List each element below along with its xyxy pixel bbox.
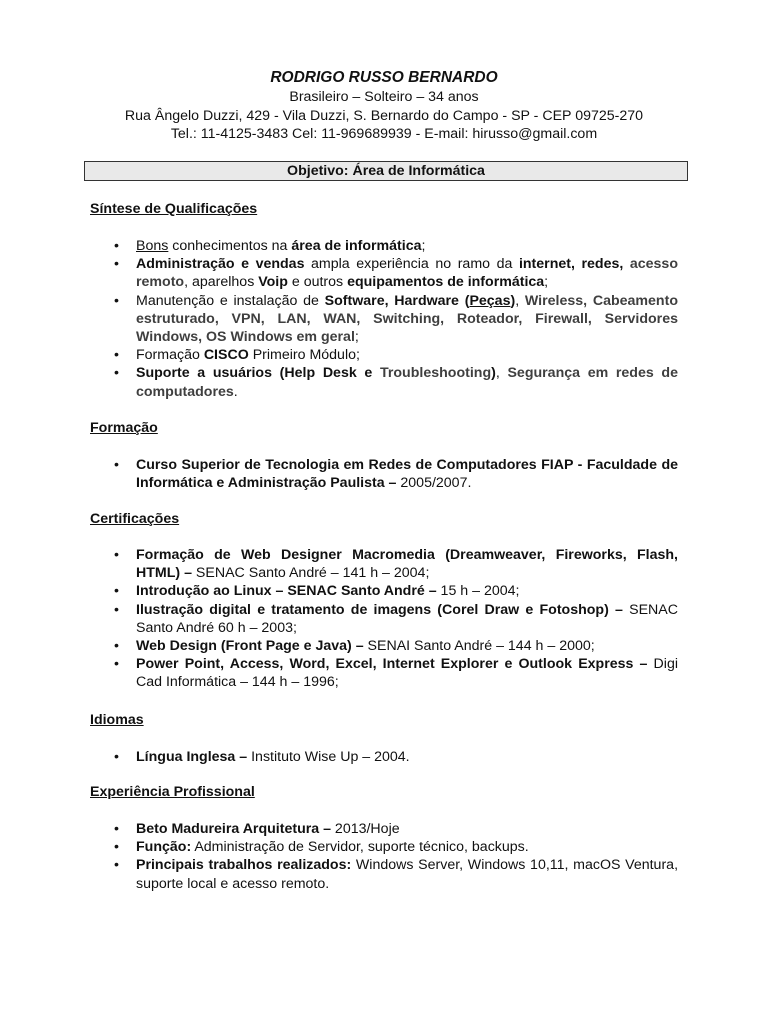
text-run: Ilustração digital e tratamento de imagens (Corel Draw e Fotoshop) – <box>136 601 623 618</box>
text-run: Peças <box>469 292 511 309</box>
text-run: Função: <box>136 839 192 856</box>
text-run: ampla experiência no ramo da <box>304 256 519 273</box>
text-run: Curso Superior de Tecnologia em Redes de Computadores FIAP - Faculdade de Informática e Administração Paulista – <box>136 457 678 492</box>
text-run: ) <box>491 365 496 382</box>
text-run: , aparelhos <box>184 274 259 291</box>
text-run: Administração e vendas <box>136 256 305 273</box>
list-item <box>114 820 678 838</box>
text-run: Formação <box>136 347 204 364</box>
text-run: ; <box>421 238 426 254</box>
text-run: Suporte a usuários (Help Desk e <box>136 365 380 382</box>
text-run: Bons <box>136 238 169 254</box>
candidate-name: RODRIGO RUSSO BERNARDO <box>270 69 498 86</box>
text-run: Digi Cad Informática – 144 h – 1996; <box>136 656 678 691</box>
text-run: CISCO <box>203 347 249 364</box>
list-item <box>114 838 678 856</box>
text-run: Voip <box>258 274 288 291</box>
education-list <box>114 456 678 492</box>
languages-list <box>114 748 678 766</box>
text-run: Power Point, Access, Word, Excel, Internet Explorer e Outlook Express – <box>136 656 648 673</box>
section-title-certifications: Certificações <box>90 511 180 527</box>
text-run: . <box>233 383 238 400</box>
text-run: , <box>515 292 525 309</box>
list-item <box>114 856 678 892</box>
list-item <box>114 637 678 655</box>
text-run: Formação de Web Designer Macromedia (Dreamweaver, Fireworks, Flash, HTML) – <box>136 547 678 582</box>
text-run: área de informática <box>291 238 422 254</box>
text-run: ; <box>354 329 359 346</box>
resume-header <box>0 68 768 144</box>
list-item <box>114 748 678 766</box>
text-run: Principais trabalhos realizados: <box>136 857 352 874</box>
text-run: ) <box>510 292 516 309</box>
list-item <box>114 582 678 600</box>
text-run: Manutenção e instalação de <box>136 292 325 309</box>
text-run: SENAC Santo André – 141 h – 2004; <box>191 565 430 582</box>
personal-info: Brasileiro – Solteiro – 34 anos <box>289 89 479 105</box>
text-run: 2013/Hoje <box>330 821 400 837</box>
list-item <box>114 346 678 364</box>
text-run: Segurança em redes de computadores <box>136 365 678 400</box>
text-run: SENAI Santo André – 144 h – 2000; <box>363 638 595 655</box>
text-run: SENAC Santo André 60 h – 2003; <box>136 601 679 636</box>
text-run: Windows Server, Windows 10,11, macOS Ventura, suporte local e acesso remoto. <box>136 857 679 892</box>
text-run: Software, Hardware ( <box>324 292 470 309</box>
section-title-qualifications: Síntese de Qualificações <box>90 201 258 217</box>
text-run: , <box>495 365 508 382</box>
section-title-education: Formação <box>90 420 158 436</box>
certifications-list <box>114 546 678 692</box>
text-run: Instituto Wise Up – 2004. <box>247 749 410 765</box>
text-run: Troubleshooting <box>379 365 492 382</box>
text-run <box>623 256 630 272</box>
list-item <box>114 292 678 347</box>
text-run: ; <box>544 274 549 291</box>
list-item <box>114 456 678 492</box>
text-run: Beto Madureira Arquitetura – <box>136 821 331 837</box>
contact-info: Tel.: 11-4125-3483 Cel: 11-969689939 - E-mail: hirusso@gmail.com <box>170 126 598 142</box>
text-run: Introdução ao Linux – SENAC Santo André – <box>136 583 437 600</box>
list-item <box>114 601 678 637</box>
list-item <box>114 364 678 400</box>
list-item <box>114 237 678 255</box>
text-run: Administração de Servidor, suporte técnico, backups. <box>191 839 529 856</box>
list-item <box>114 255 678 291</box>
address: Rua Ângelo Duzzi, 429 - Vila Duzzi, S. Bernardo do Campo - SP - CEP 09725-270 <box>124 107 644 124</box>
text-run: 15 h – 2004; <box>436 583 520 600</box>
section-title-experience: Experiência Profissional <box>90 784 255 800</box>
text-run: conhecimentos na <box>168 238 292 254</box>
experience-list <box>114 820 678 893</box>
text-run: internet, redes, <box>518 256 624 273</box>
qualifications-list <box>114 237 678 401</box>
section-title-languages: Idiomas <box>90 712 144 728</box>
objective-box: Objetivo: Área de Informática <box>84 161 688 181</box>
text-run: Primeiro Módulo; <box>248 347 360 364</box>
text-run: equipamentos de informática <box>347 274 545 291</box>
text-run: acesso remoto <box>136 256 678 291</box>
list-item <box>114 546 678 582</box>
text-run: e outros <box>287 274 348 291</box>
text-run: Web Design (Front Page e Java) – <box>136 638 364 655</box>
text-run: Língua Inglesa – <box>136 749 248 765</box>
text-run: 2005/2007. <box>396 475 472 492</box>
text-run: Wireless, Cabeamento estruturado, VPN, LAN, WAN, Switching, Roteador, Firewall, Servidores Windows, OS Windows em geral <box>136 292 678 346</box>
list-item <box>114 655 678 691</box>
